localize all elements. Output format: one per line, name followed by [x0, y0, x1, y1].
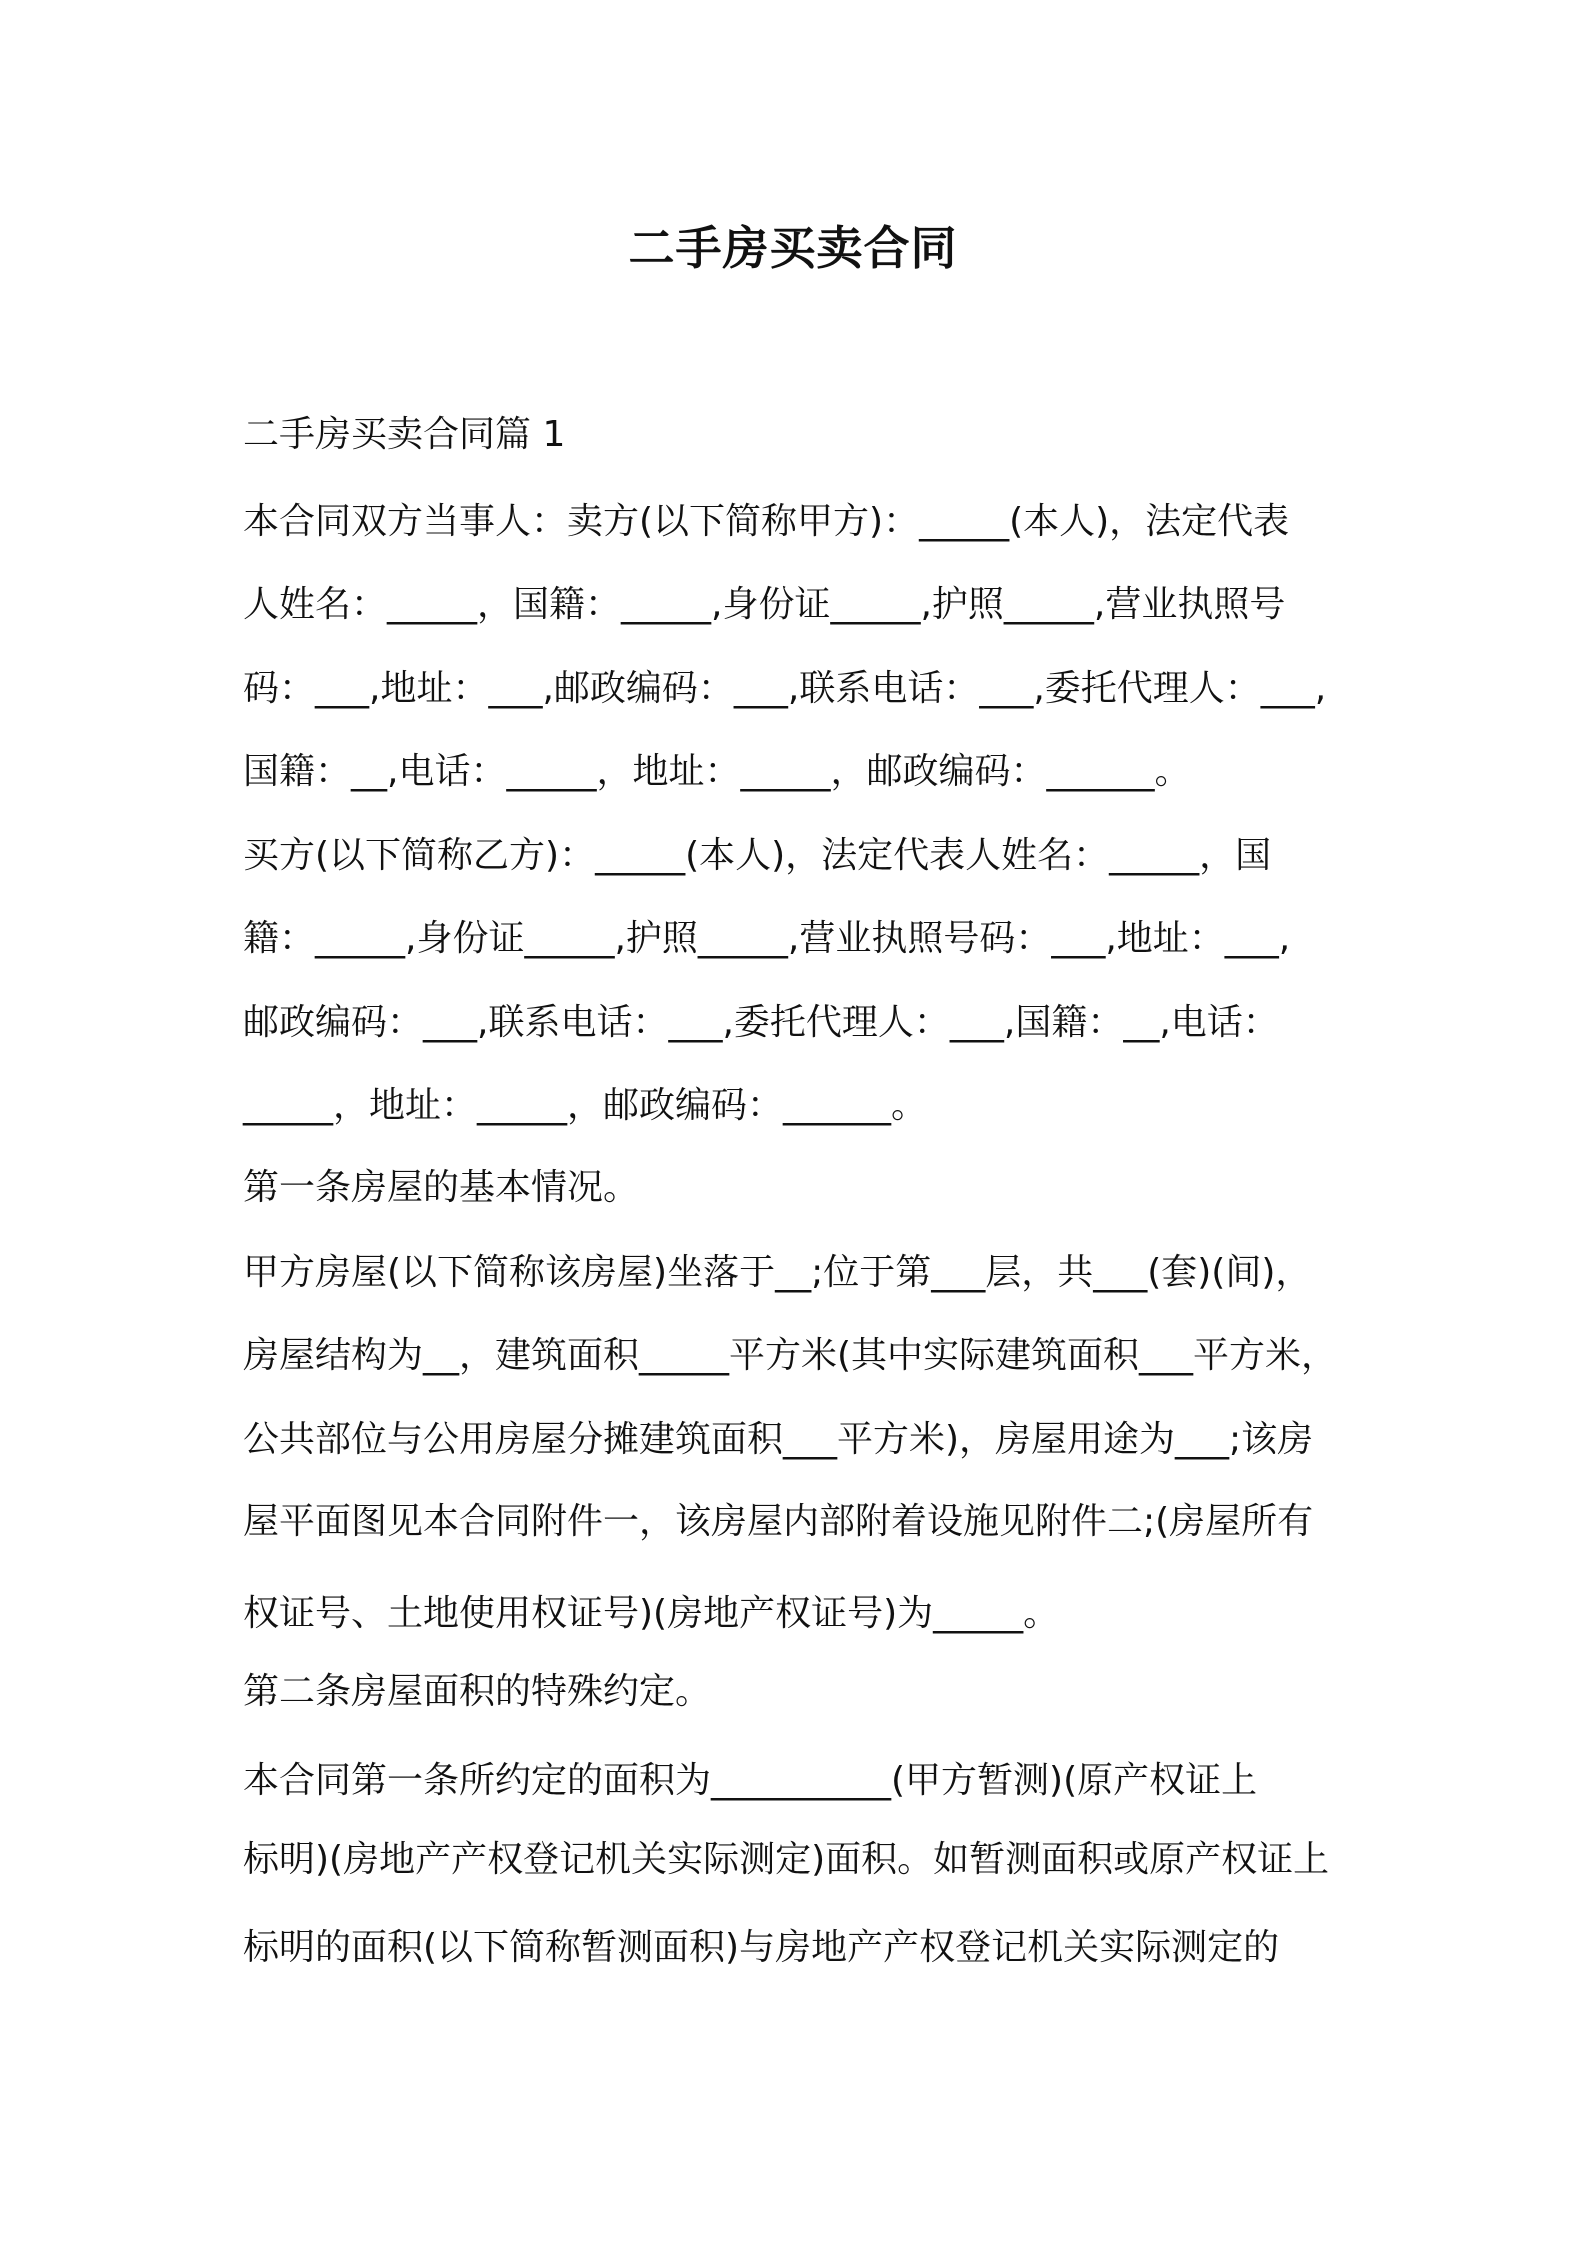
body-line: 权证号、土地使用权证号)(房地产权证号)为_____。: [243, 1593, 1060, 1634]
body-line: 人姓名：_____，国籍：_____,身份证_____,护照_____,营业执照号: [243, 584, 1286, 625]
body-line: 本合同第一条所约定的面积为__________(甲方暂测)(原产权证上: [243, 1760, 1258, 1801]
body-line: 码：___,地址：___,邮政编码：___,联系电话：___,委托代理人：___,: [243, 668, 1327, 709]
body-line: 标明的面积(以下简称暂测面积)与房地产产权登记机关实际测定的: [243, 1927, 1280, 1968]
body-line: 公共部位与公用房屋分摊建筑面积___平方米)，房屋用途为___;该房: [243, 1419, 1314, 1460]
document-title: 二手房买卖合同: [628, 221, 958, 275]
article-heading: 第一条房屋的基本情况。: [243, 1167, 640, 1208]
body-line: 邮政编码：___,联系电话：___,委托代理人：___,国籍：__,电话：: [243, 1002, 1279, 1043]
article-heading: 第二条房屋面积的特殊约定。: [243, 1671, 712, 1712]
body-line: 买方(以下简称乙方)：_____(本人)，法定代表人姓名：_____，国: [243, 835, 1272, 876]
body-line: _____，地址：_____，邮政编码：______。: [243, 1085, 928, 1126]
body-line: 本合同双方当事人：卖方(以下简称甲方)：_____(本人)，法定代表: [243, 501, 1290, 542]
section-heading: 二手房买卖合同篇 1: [243, 414, 566, 455]
body-line: 国籍：__,电话：_____，地址：_____，邮政编码：______。: [243, 751, 1191, 792]
body-line: 屋平面图见本合同附件一，该房屋内部附着设施见附件二;(房屋所有: [243, 1501, 1314, 1542]
body-line: 籍：_____,身份证_____,护照_____,营业执照号码：___,地址：___,: [243, 918, 1291, 959]
body-line: 甲方房屋(以下简称该房屋)坐落于__;位于第___层，共___(套)(间)，: [243, 1252, 1312, 1293]
body-line: 房屋结构为__，建筑面积_____平方米(其中实际建筑面积___平方米，: [243, 1335, 1338, 1376]
body-line: 标明)(房地产产权登记机关实际测定)面积。如暂测面积或原产权证上: [243, 1839, 1330, 1880]
